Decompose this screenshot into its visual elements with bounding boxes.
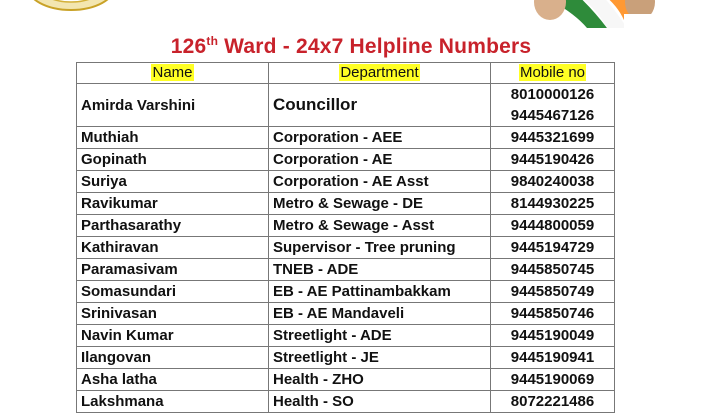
department-cell: Corporation - AEE xyxy=(269,127,491,149)
name-cell: Paramasivam xyxy=(77,259,269,281)
mobile-cell: 9445190049 xyxy=(491,325,615,347)
department-column-header: Department xyxy=(269,63,491,84)
department-cell: EB - AE Mandaveli xyxy=(269,303,491,325)
table-row xyxy=(77,325,615,347)
mobile-number: 9445467126 xyxy=(510,107,595,124)
table-row xyxy=(77,149,615,171)
department-cell: Health - SO xyxy=(269,391,491,413)
department-cell: Health - ZHO xyxy=(269,369,491,391)
mobile-cell: 9445190426 xyxy=(491,149,615,171)
table-row xyxy=(77,171,615,193)
table-row xyxy=(77,347,615,369)
mobile-cell: 9445190941 xyxy=(491,347,615,369)
department-cell: Streetlight - ADE xyxy=(269,325,491,347)
department-cell: Corporation - AE Asst xyxy=(269,171,491,193)
department-cell: TNEB - ADE xyxy=(269,259,491,281)
mobile-number: 8010000126 xyxy=(510,86,595,103)
table-row xyxy=(77,84,615,127)
name-cell: Muthiah xyxy=(77,127,269,149)
table-row xyxy=(77,215,615,237)
table-row xyxy=(77,303,615,325)
name-cell: Somasundari xyxy=(77,281,269,303)
department-cell: Councillor xyxy=(269,84,491,127)
department-cell: Metro & Sewage - DE xyxy=(269,193,491,215)
name-cell: Suriya xyxy=(77,171,269,193)
name-cell: Srinivasan xyxy=(77,303,269,325)
department-cell: EB - AE Pattinambakkam xyxy=(269,281,491,303)
name-cell: Ilangovan xyxy=(77,347,269,369)
party-leader-photo xyxy=(512,0,682,28)
name-cell: Lakshmana xyxy=(77,391,269,413)
name-cell: Amirda Varshini xyxy=(77,84,269,127)
table-header-row xyxy=(77,63,615,84)
name-cell: Kathiravan xyxy=(77,237,269,259)
table-row xyxy=(77,369,615,391)
mobile-cell: 9445850746 xyxy=(491,303,615,325)
emblem-logo xyxy=(22,0,120,16)
name-cell: Asha latha xyxy=(77,369,269,391)
department-cell: Metro & Sewage - Asst xyxy=(269,215,491,237)
name-cell: Gopinath xyxy=(77,149,269,171)
mobile-cell: 9445850749 xyxy=(491,281,615,303)
mobile-cell: 9445194729 xyxy=(491,237,615,259)
mobile-column-header: Mobile no xyxy=(491,63,615,84)
name-cell: Ravikumar xyxy=(77,193,269,215)
mobile-cell: 8072221486 xyxy=(491,391,615,413)
mobile-cell xyxy=(491,84,615,127)
name-column-header: Name xyxy=(77,63,269,84)
table-row xyxy=(77,237,615,259)
department-cell: Supervisor - Tree pruning xyxy=(269,237,491,259)
page-title: 126th Ward - 24x7 Helpline Numbers xyxy=(170,34,532,58)
name-cell: Parthasarathy xyxy=(77,215,269,237)
table-row xyxy=(77,193,615,215)
mobile-cell: 9445850745 xyxy=(491,259,615,281)
table-row xyxy=(77,281,615,303)
table-row xyxy=(77,391,615,413)
name-cell: Navin Kumar xyxy=(77,325,269,347)
table-row xyxy=(77,259,615,281)
mobile-cell: 9445190069 xyxy=(491,369,615,391)
department-cell: Corporation - AE xyxy=(269,149,491,171)
mobile-cell: 9840240038 xyxy=(491,171,615,193)
mobile-cell: 9445321699 xyxy=(491,127,615,149)
mobile-cell: 8144930225 xyxy=(491,193,615,215)
table-row xyxy=(77,127,615,149)
helpline-table xyxy=(76,62,615,413)
mobile-cell: 9444800059 xyxy=(491,215,615,237)
department-cell: Streetlight - JE xyxy=(269,347,491,369)
